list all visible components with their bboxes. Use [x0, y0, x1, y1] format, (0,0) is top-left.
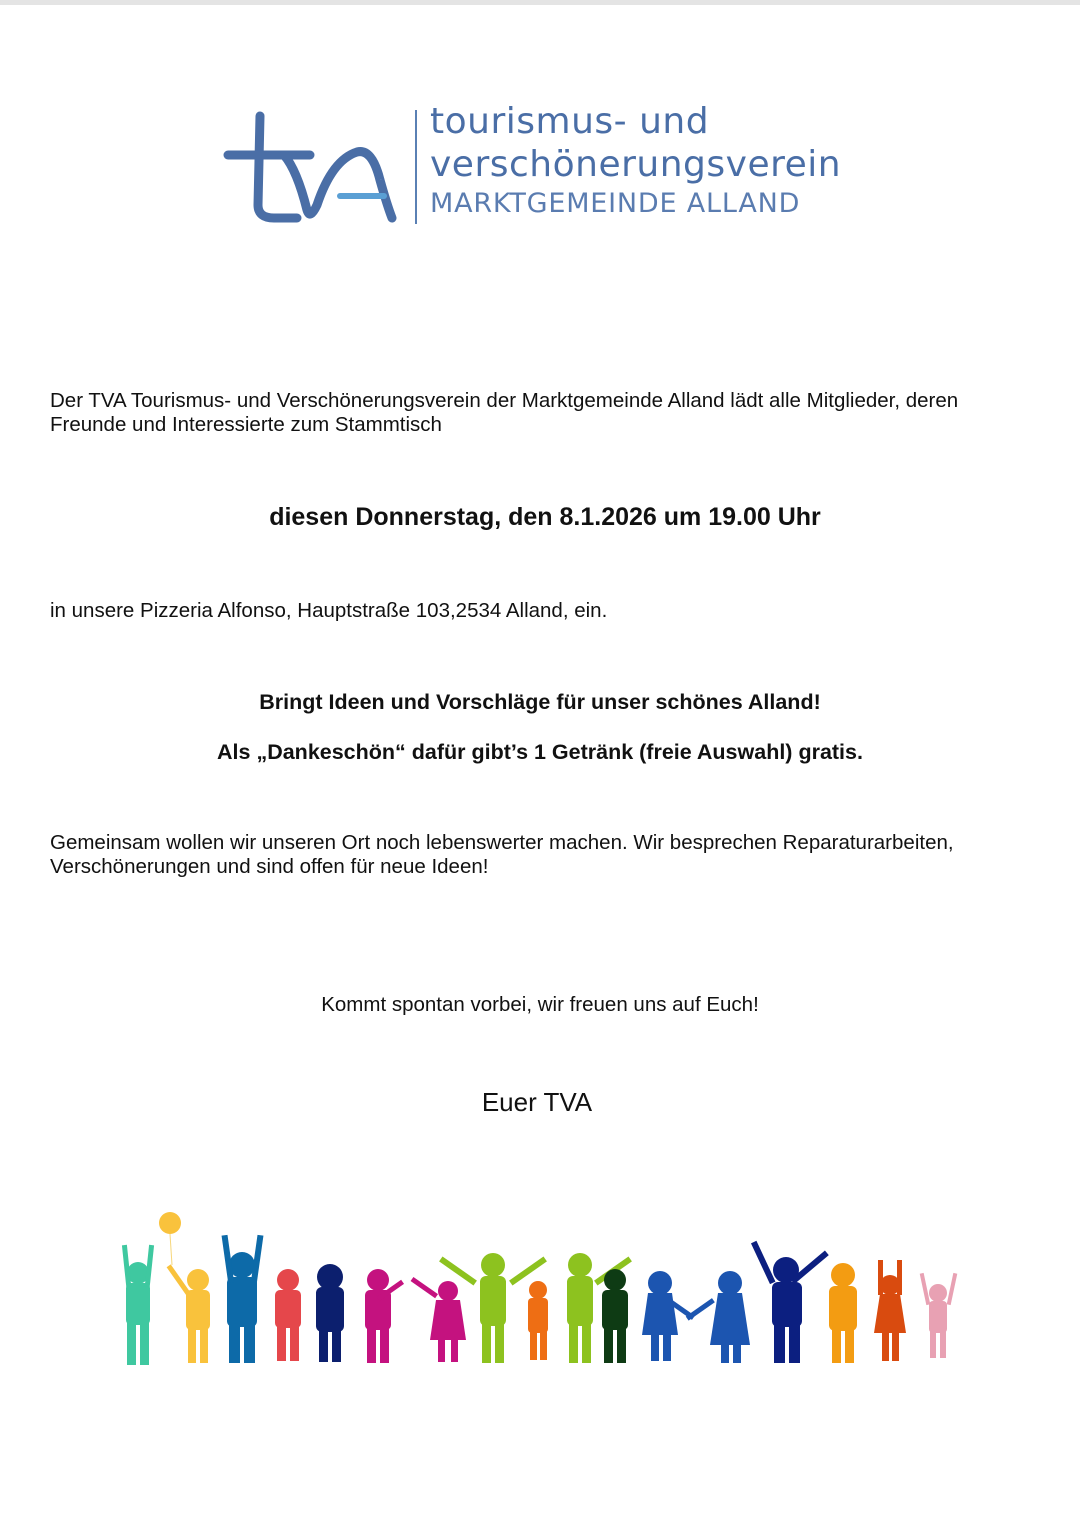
logo-divider [415, 110, 417, 224]
logo-line-2: verschönerungsverein [430, 144, 842, 185]
child-figure-3 [222, 1235, 264, 1363]
child-figure-6 [365, 1269, 404, 1363]
description-paragraph: Gemeinsam wollen wir unseren Ort noch lebenswerter machen. Wir besprechen Reparaturarbeiten, Verschönerungen und sind offen für neue Ideen! [50, 831, 954, 878]
child-figure-11 [602, 1269, 628, 1363]
highlight-ideas: Bringt Ideen und Vorschläge für unser schönes Alland! [259, 690, 821, 714]
intro-paragraph: Der TVA Tourismus- und Verschönerungsverein der Marktgemeinde Alland lädt alle Mitglieder, deren Freunde und Interessierte zum Stammtisch [50, 389, 959, 436]
child-figure-9 [528, 1281, 548, 1360]
child-figure-13 [686, 1271, 750, 1363]
logo-line-1: tourismus- und [430, 101, 710, 142]
child-figure-15 [829, 1263, 857, 1363]
child-figure-2 [167, 1264, 210, 1363]
child-figure-17 [920, 1273, 958, 1358]
event-date: diesen Donnerstag, den 8.1.2026 um 19.00 Uhr [269, 503, 821, 531]
location-paragraph: in unsere Pizzeria Alfonso, Hauptstraße 103,2534 Alland, ein. [50, 599, 608, 622]
top-edge-bar [0, 0, 1080, 5]
closing-text: Kommt spontan vorbei, wir freuen uns auf Euch! [321, 993, 759, 1016]
child-figure-7 [411, 1277, 466, 1362]
tva-logo-mark-icon [222, 110, 402, 225]
highlight-free-drink: Als „Dankeschön“ dafür gibt’s 1 Getränk (freie Auswahl) gratis. [217, 740, 863, 764]
child-figure-1 [122, 1245, 154, 1365]
logo-line-3: MARKTGEMEINDE ALLAND [430, 188, 801, 219]
child-figure-14 [751, 1241, 829, 1363]
children-silhouettes-illustration [110, 1205, 970, 1375]
tva-logo [222, 100, 872, 230]
child-figure-4 [275, 1269, 301, 1361]
child-figure-5 [316, 1264, 344, 1362]
logo-text [430, 100, 841, 222]
child-figure-16 [874, 1260, 906, 1361]
signature: Euer TVA [481, 1087, 593, 1117]
balloon-icon [159, 1212, 181, 1234]
